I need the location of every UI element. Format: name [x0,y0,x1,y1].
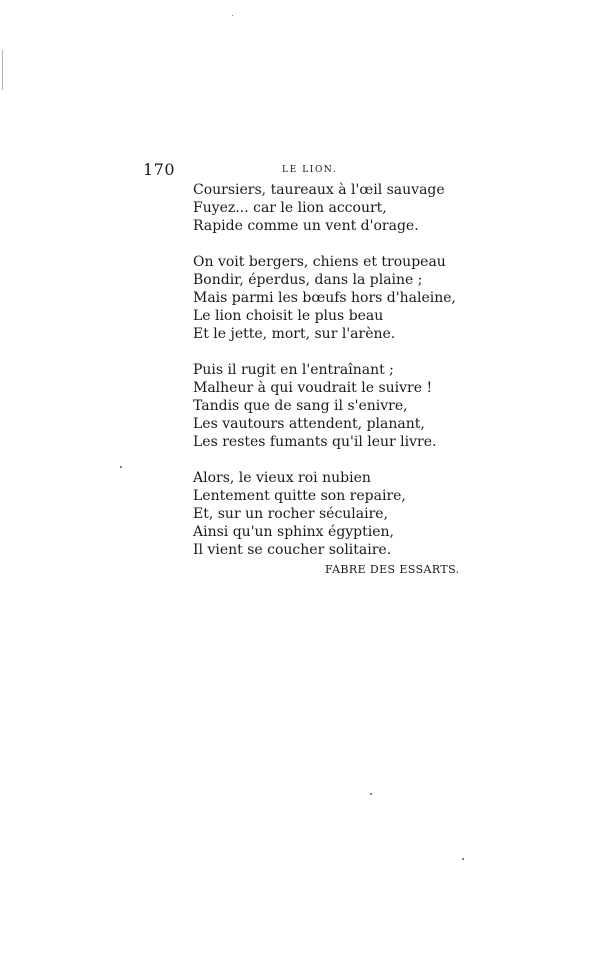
stanza [193,254,456,343]
paper-speck [370,793,372,795]
poem-line: Rapide comme un vent d'orage. [193,217,419,234]
poem [193,182,456,578]
author-attribution: FABRE DES ESSARTS. [325,563,460,576]
poem-line: Le lion choisit le plus beau [193,307,384,324]
paper-speck [120,466,122,468]
page-number: 170 [143,160,176,179]
poem-line: Fuyez... car le lion accourt, [193,199,387,216]
poem-line: Puis il rugit en l'entraînant ; [193,362,394,379]
poem-line: Il vient se coucher solitaire. [193,541,392,558]
running-head: LE LION. [282,165,338,175]
poem-line: Et, sur un rocher séculaire, [193,505,389,522]
poem-line: Tandis que de sang il s'enivre, [193,397,408,414]
scan-margin-mark [2,50,3,90]
poem-line: Lentement quitte son repaire, [193,488,406,505]
poem-line: Coursiers, taureaux à l'œil sauvage [193,182,445,198]
poem-line: Ainsi qu'un sphinx égyptien, [193,523,395,540]
poem-line: On voit bergers, chiens et troupeau [193,254,446,271]
poem-line: Les vautours attendent, planant, [193,415,425,432]
poem-line: Malheur à qui voudrait le suivre ! [193,380,433,397]
paper-speck [462,858,464,860]
stanza [193,362,456,451]
paper-speck [232,15,233,16]
poem-line: Bondir, éperdus, dans la plaine ; [193,272,423,289]
poem-line: Mais parmi les bœufs hors d'haleine, [193,289,456,306]
poem-line: Et le jette, mort, sur l'arène. [193,325,396,342]
stanza [193,182,456,235]
poem-line: Alors, le vieux roi nubien [193,470,371,487]
stanza [193,470,456,559]
poem-line: Les restes fumants qu'il leur livre. [193,433,437,450]
